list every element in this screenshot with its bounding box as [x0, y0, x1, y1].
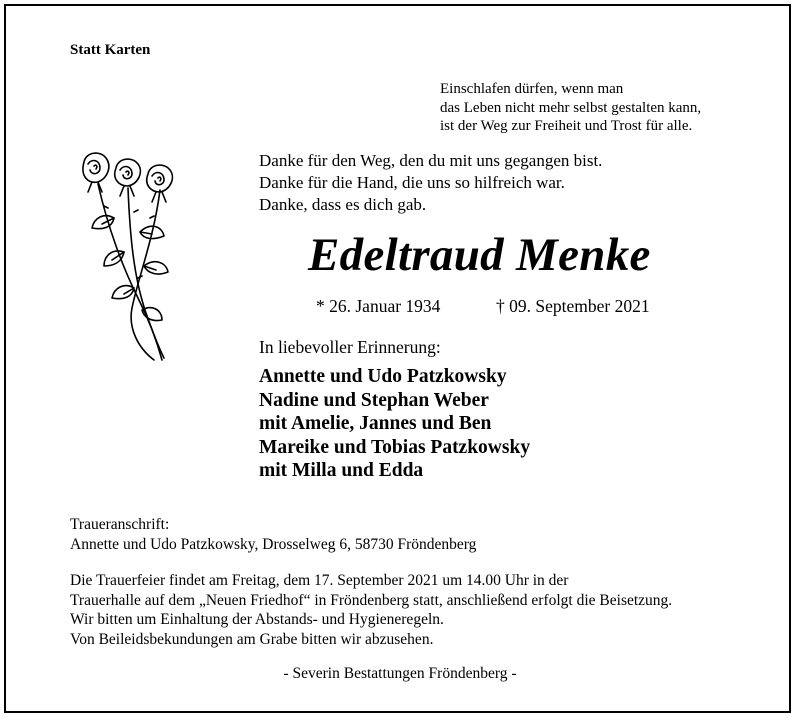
header-label: Statt Karten — [70, 42, 151, 58]
death-date: † 09. September 2021 — [496, 296, 650, 316]
funeral-home-footer: - Severin Bestattungen Fröndenberg - — [283, 665, 517, 682]
poem-line: das Leben nicht mehr selbst gestalten kann, — [440, 99, 702, 116]
mourning-address — [70, 515, 476, 555]
thanks-line: Danke für den Weg, den du mit uns gegangen bist. — [259, 151, 603, 170]
mourner-line: Annette und Udo Patzkowsky — [259, 366, 507, 387]
notice-line: Wir bitten um Einhaltung der Abstands- und Hygieneregeln. — [70, 611, 444, 628]
mourners-list — [259, 365, 530, 483]
funeral-notice — [70, 571, 672, 649]
deceased-name: Edeltraud Menke — [308, 229, 651, 281]
thanks-line: Danke für die Hand, die uns so hilfreich war. — [259, 173, 565, 192]
roses-icon — [68, 148, 186, 362]
mourner-line: Mareike und Tobias Patzkowsky — [259, 436, 531, 458]
thanks-line: Danke, dass es dich gab. — [259, 195, 427, 214]
poem — [440, 80, 701, 136]
poem-line: ist der Weg zur Freiheit und Trost für alle. — [440, 118, 693, 134]
notice-line: Trauerhalle auf dem „Neuen Friedhof“ in Fröndenberg statt, anschließend erfolgt die Beisetzung. — [70, 591, 673, 609]
birth-date: * 26. Januar 1934 — [316, 296, 441, 316]
mourner-line: Nadine und Stephan Weber — [259, 389, 489, 411]
thanks-verse — [259, 150, 602, 216]
poem-line: Einschlafen dürfen, wenn man — [440, 81, 624, 97]
address-value: Annette und Udo Patzkowsky, Drosselweg 6, 58730 Fröndenberg — [70, 536, 477, 553]
notice-line: Die Trauerfeier findet am Freitag, dem 17. September 2021 um 14.00 Uhr in der — [70, 572, 569, 589]
mourner-line: mit Amelie, Jannes und Ben — [259, 413, 492, 434]
mourner-line: mit Milla und Edda — [259, 460, 424, 481]
memory-intro: In liebevoller Erinnerung: — [259, 337, 441, 357]
address-label: Traueranschrift: — [70, 516, 170, 533]
notice-line: Von Beileidsbekundungen am Grabe bitten wir abzusehen. — [70, 630, 434, 648]
